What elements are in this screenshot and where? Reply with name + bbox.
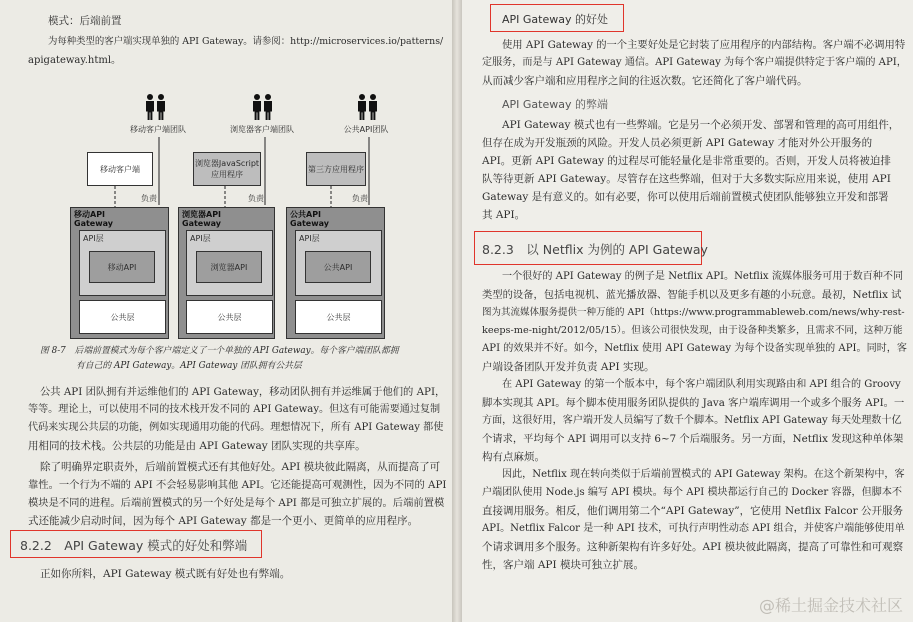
section-heading-8-2-3: 8.2.3 以 Netflix 为例的 API Gateway [482, 242, 708, 257]
api-layer [295, 230, 382, 296]
team-member-icon [369, 94, 377, 120]
team-member-icon [264, 94, 272, 120]
paragraph-line: 等等。理论上，可以使用不同的技术栈开发不同的 API Gateway。但这有可能需要通过复制 [28, 404, 441, 415]
drawbacks-heading: API Gateway 的弊端 [502, 98, 608, 111]
paragraph-line: Gateway 是有意义的。如有必要，你可以使用后端前置模式使团队能够独立开发和部署 [482, 191, 889, 203]
team-label-mobile: 移动客户端团队 [130, 125, 186, 134]
api-box-mobile: 移动API [89, 251, 155, 283]
section-heading-8-2-2: 8.2.2 API Gateway 模式的好处和弊端 [20, 538, 248, 553]
right-page [462, 0, 913, 622]
paragraph-line: 公共 API 团队拥有并运维他们的 API Gateway，移动团队拥有并运维属于他们的 API， [40, 386, 446, 398]
paragraph-line: 在 API Gateway 的第一个版本中，每个客户端团队利用实现路由和 API 组合的 Groovy [502, 379, 901, 390]
mode-description-line2: apigateway.html。 [28, 55, 122, 66]
api-box-browser: 浏览器API [196, 251, 262, 283]
client-browser: 浏览器JavaScript应用程序 [193, 152, 261, 186]
responsible-label: 负责 [352, 194, 368, 203]
paragraph-line: 个请求，平均每个 API 调用可以支持 6~7 个后端服务。另一方面，Netflix 发现这种单体架 [482, 433, 904, 445]
paragraph-line: 脚本实现其 API。每个脚本使用服务团队提供的 Java 客户端库调用一个或多个服务 API。一 [482, 397, 905, 409]
paragraph-line: API。Netflix Falcor 是一种 API 技术，可执行声明性动态 API 组合，并使客户端能够使用单 [482, 523, 905, 534]
paragraph-line: 类型的设备，包括电视机、蓝光播放器、智能手机以及更多有趣的小玩意。最初，Netflix 试 [482, 289, 902, 301]
common-layer: 公共层 [79, 300, 166, 334]
paragraph-line: API 的效果并不好。如今，Netflix 使用 API Gateway 为每个设备实现单独的 API。同时，客 [482, 343, 907, 354]
client-third-party: 第三方应用程序 [306, 152, 366, 186]
left-page [0, 0, 452, 622]
paragraph-line: 直接调用服务。相反，他们调用第二个“API Gateway”，它使用 Netflix Falcor 公开服务 [482, 505, 903, 517]
mode-description-line1: 为每种类型的客户端实现单独的 API Gateway。请参阅：http://microservices.io/patterns/ [48, 36, 444, 47]
common-layer: 公共层 [186, 300, 273, 334]
paragraph-line: 定服务，而是与 API Gateway 通信。API Gateway 为每个客户端提供特定于客户端的 API， [482, 57, 907, 68]
responsible-label: 负责 [141, 194, 157, 203]
team-member-icon [253, 94, 261, 120]
responsible-label: 负责 [248, 194, 264, 203]
paragraph-line: 性，客户端 API 模块可独立扩展。 [482, 559, 644, 571]
paragraph-line: 代码来实现公共层的功能，例如实现通用功能的代码。理想情况下，所有 API Gateway 都使 [28, 422, 444, 433]
team-label-public: 公共API团队 [343, 125, 389, 134]
paragraph-line: 其 API。 [482, 209, 526, 221]
team-member-icon [157, 94, 165, 120]
paragraph-line: API。更新 API Gateway 的过程尽可能轻量化是非常重要的。否则，开发人员将被迫排 [482, 155, 891, 167]
api-layer [186, 230, 273, 296]
mode-title: 模式：后端前置 [48, 15, 122, 27]
paragraph-line: keeps-me-night/2012/05/15）。但该公司很快发现，由于设备种类繁多，且需求不同，这种万能 [482, 325, 903, 336]
common-layer: 公共层 [295, 300, 382, 334]
paragraph-line: 户端团队使用 Node.js 编写 API 模块。每个 API 模块都运行自己的 Docker 容器，但脚本不 [482, 487, 903, 498]
paragraph-line: 靠性。一个行为不端的 API 不会轻易影响其他 API。它还能提高可观测性，因为不同的 API [28, 479, 447, 491]
api-layer-label: API层 [83, 234, 104, 243]
gateway-browser [178, 207, 275, 339]
figure-caption-line1: 图 8-7 后端前置模式为每个客户端定义了一个单独的 API Gateway。每个客户端团队都拥 [40, 346, 399, 356]
bff-diagram [0, 0, 452, 345]
gateway-mobile [70, 207, 169, 339]
api-layer [79, 230, 166, 296]
paragraph-line: 除了明确界定职责外，后端前置模式还有其他好处。API 模块彼此隔离，从而提高了可 [40, 461, 441, 473]
team-member-icon [358, 94, 366, 120]
paragraph-3: 正如你所料，API Gateway 模式既有好处也有弊端。 [40, 568, 291, 580]
paragraph-line: API Gateway 模式也有一些弊端。它是另一个必须开发、部署和管理的高可用组件， [502, 119, 900, 131]
paragraph-line: 使用 API Gateway 的一个主要好处是它封装了应用程序的内部结构。客户端不必调用特 [502, 39, 906, 51]
paragraph-line: 一个很好的 API Gateway 的例子是 Netflix API。Netflix 流媒体服务可用于数百种不同 [502, 271, 904, 282]
team-member-icon [146, 94, 154, 120]
benefits-heading: API Gateway 的好处 [502, 13, 608, 26]
watermark: @稀土掘金技术社区 [758, 596, 903, 615]
paragraph-line: 但存在成为开发瓶颈的风险。开发人员必须更新 API Gateway 才能对外公开服务的 [482, 137, 873, 149]
paragraph-line: 个请求调用多个服务。这种新架构有许多好处。API 模块彼此隔离，提高了可靠性和可观察 [482, 541, 904, 553]
paragraph-line: 用相同的技术栈。公共层的功能是由 API Gateway 团队实现的共享库。 [28, 440, 366, 452]
gateway-label: 移动API Gateway [74, 210, 113, 228]
api-layer-label: API层 [190, 234, 211, 243]
paragraph-line: 从而减少客户端和应用程序之间的往返次数。它还简化了客户端代码。 [482, 75, 808, 87]
paragraph-line: 队等待更新 API Gateway。尽管存在这些弊端，但对于大多数实际应用来说，使用 API [482, 173, 891, 185]
paragraph-line: 式还能减少启动时间，因为每个 API Gateway 都是一个更小、更简单的应用程序。 [28, 515, 419, 527]
book-gutter [452, 0, 462, 622]
api-box-public: 公共API [305, 251, 371, 283]
paragraph-line: 因此，Netflix 现在转向类似于后端前置模式的 API Gateway 架构。在这个新架构中，客 [502, 469, 905, 480]
paragraph-line: 模块是不同的进程。后端前置模式的另一个好处是每个 API 都是可独立扩展的。后端前置模 [28, 497, 445, 509]
gateway-label: 浏览器API Gateway [182, 210, 222, 228]
paragraph-line: 户端设备团队开发并负责 API 实现。 [482, 361, 655, 373]
api-layer-label: API层 [299, 234, 320, 243]
paragraph-line: 构有点麻烦。 [482, 451, 545, 463]
gateway-public [286, 207, 385, 339]
figure-caption-line2: 有自己的 API Gateway。API Gateway 团队拥有公共层 [76, 361, 302, 371]
client-mobile: 移动客户端 [87, 152, 153, 186]
paragraph-line: 方面，这很好用，客户端开发人员编写了数千个脚本。Netflix API Gateway 每天处理数十亿 [482, 415, 902, 426]
paragraph-line: 图为其流媒体服务提供一种万能的 API（https://www.programmableweb.com/news/why-rest- [482, 307, 905, 318]
team-label-browser: 浏览器客户端团队 [230, 125, 294, 134]
gateway-label: 公共API Gateway [290, 210, 329, 228]
